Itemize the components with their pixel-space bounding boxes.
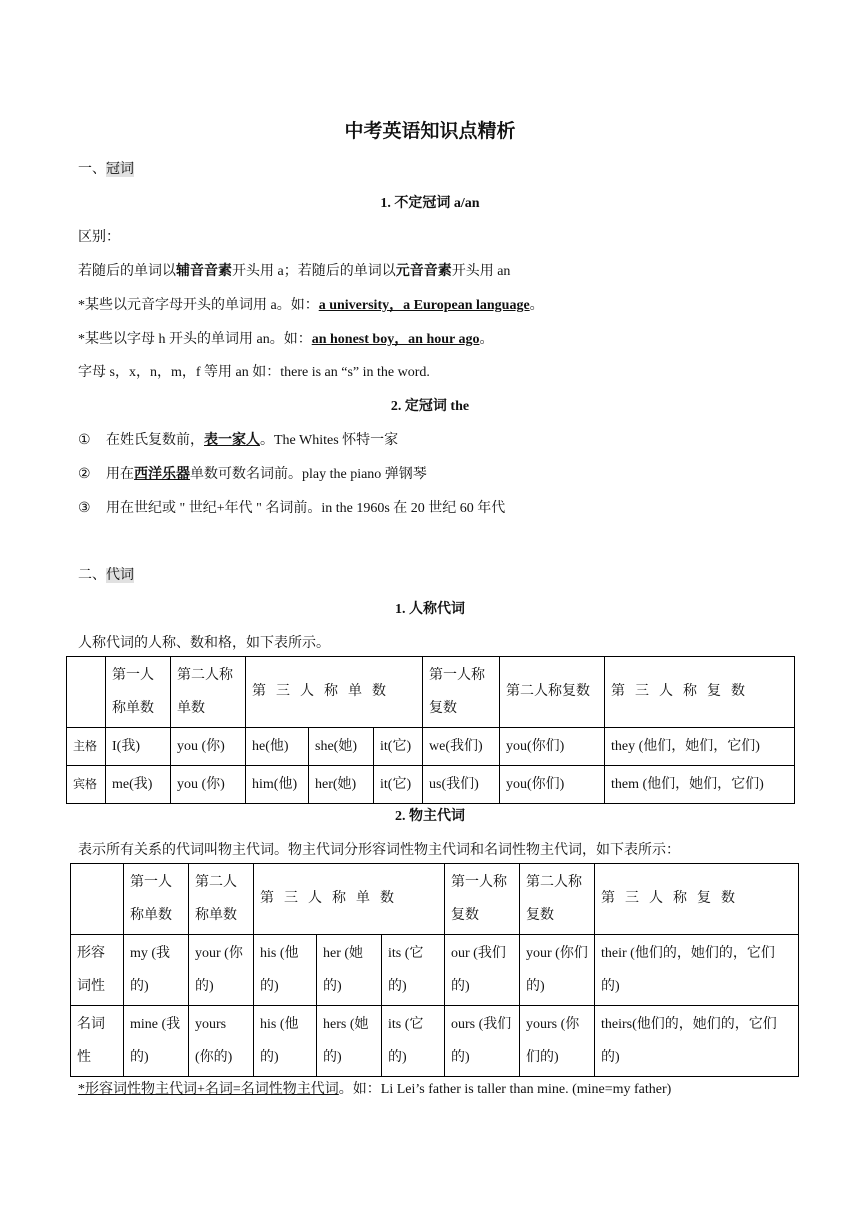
table-header-row: 第一人称单数 第二人称单数 第三人称单数 第一人称复数 第二人称复数 第三人称复数 (71, 864, 799, 935)
section1-heading: 一、冠词 (78, 162, 134, 177)
subheading-definite-article: 2. 定冠词 the (390, 399, 470, 414)
personal-pronoun-table (66, 656, 795, 804)
page-title: 中考英语知识点精析 (344, 120, 516, 142)
subheading-personal-pronouns: 1. 人称代词 (395, 602, 465, 617)
rule-text: 若随后的单词以辅音音素开头用 a；若随后的单词以元音音素开头用 an (78, 264, 511, 279)
note-h-letter: *某些以字母 h 开头的单词用 an。如：an honest boy，an hour ago。 (78, 332, 494, 347)
list-item: ③ 用在世纪或 " 世纪+年代 " 名词前。in the 1960s 在 20 世纪 60 年代 (78, 501, 506, 516)
section2-heading: 二、代词 (78, 568, 134, 583)
possessive-pronoun-table (70, 863, 799, 1077)
table2-intro: 表示所有关系的代词叫物主代词。物主代词分形容词性物主代词和名词性物主代词，如下表所示： (78, 843, 680, 858)
table-row: 主格 I(我) you (你) he(他) she(她) it(它) we(我们) you(你们) they (他们，她们，它们) (67, 728, 795, 766)
subheading-possessive-pronouns: 2. 物主代词 (395, 809, 465, 824)
table-header-row: 第一人称单数 第二人称单数 第三人称单数 第一人称复数 第二人称复数 第三人称复数 (67, 657, 795, 728)
list-item: ① 在姓氏复数前，表一家人。The Whites 怀特一家 (78, 433, 399, 448)
table1-intro: 人称代词的人称、数和格，如下表所示。 (78, 636, 330, 651)
subheading-indefinite-article: 1. 不定冠词 a/an (380, 196, 480, 211)
table-row: 形容词性 my (我的) your (你的) his (他的) her (她的) its (它的) our (我们的) your (你们的) their (他们的，她们的，它们的) (71, 935, 799, 1006)
table-row: 宾格 me(我) you (你) him(他) her(她) it(它) us(我们) you(你们) them (他们，她们，它们) (67, 766, 795, 804)
possessive-note: *形容词性物主代词+名词=名词性物主代词。如：Li Lei’s father is taller than mine. (mine=my father) (78, 1082, 672, 1097)
diff-label: 区别： (78, 230, 120, 245)
list-item: ② 用在西洋乐器单数可数名词前。play the piano 弹钢琴 (78, 467, 427, 482)
letters-note: 字母 s，x，n，m，f 等用 an 如：there is an “s” in the word. (78, 365, 430, 380)
table-row: 名词性 mine (我的) yours (你的) his (他的) hers (她的) its (它的) ours (我们的) yours (你们的) theirs(他们的，她们的，它们的) (71, 1006, 799, 1077)
note-vowel-letter: *某些以元音字母开头的单词用 a。如：a university，a European language。 (78, 298, 544, 313)
